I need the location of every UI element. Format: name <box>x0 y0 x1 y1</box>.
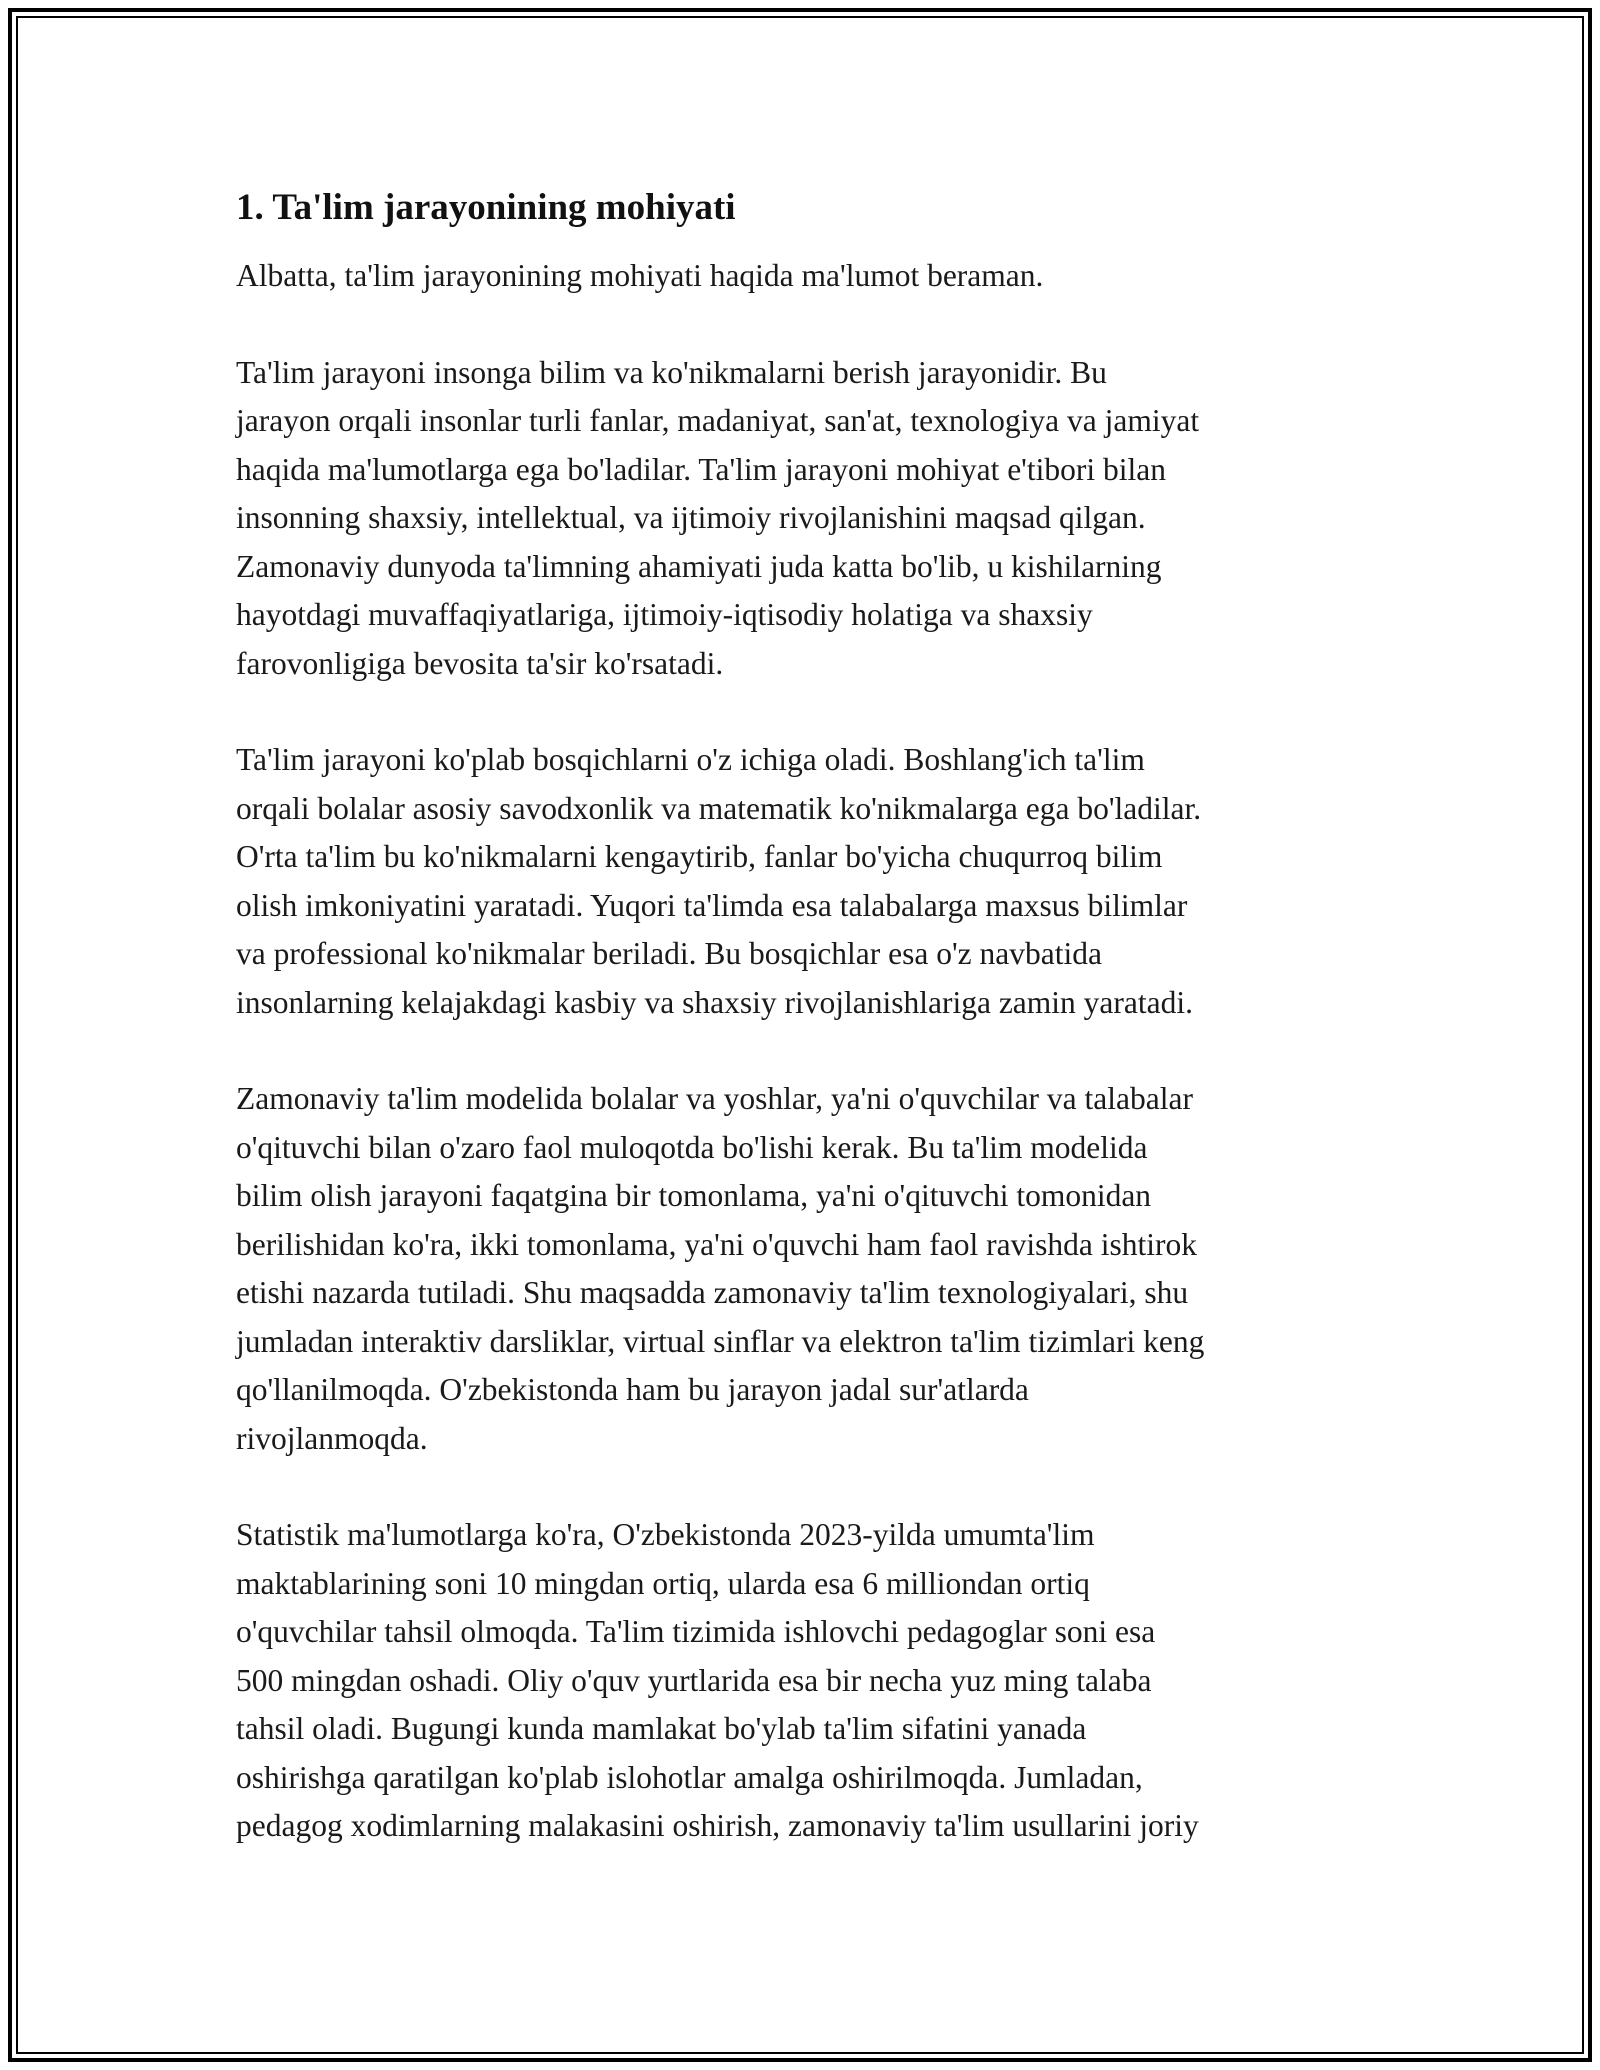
paragraph-line: insonlarning kelajakdagi kasbiy va shaxsiy rivojlanishlariga zamin yaratadi. <box>236 984 1193 1020</box>
paragraph-line: 500 mingdan oshadi. Oliy o'quv yurtlarida esa bir necha yuz ming talaba <box>236 1662 1152 1698</box>
paragraph-line: berilishidan ko'ra, ikki tomonlama, ya'ni o'quvchi ham faol ravishda ishtirok <box>236 1226 1197 1262</box>
paragraph-line: Albatta, ta'lim jarayonining mohiyati haqida ma'lumot beraman. <box>236 258 1044 293</box>
paragraph-list <box>236 252 1386 1851</box>
paragraph-line: hayotdagi muvaffaqiyatlariga, ijtimoiy-iqtisodiy holatiga va shaxsiy <box>236 597 1093 632</box>
paragraph <box>236 349 1386 689</box>
paragraph-line: o'quvchilar tahsil olmoqda. Ta'lim tizimida ishlovchi pedagoglar soni esa <box>236 1614 1156 1649</box>
paragraph-line: bilim olish jarayoni faqatgina bir tomonlama, ya'ni o'qituvchi tomonidan <box>236 1178 1152 1213</box>
paragraph-line: maktablarining soni 10 mingdan ortiq, ularda esa 6 milliondan ortiq <box>236 1565 1090 1601</box>
paragraph <box>236 1511 1386 1851</box>
paragraph-line: o'qituvchi bilan o'zaro faol muloqotda bo'lishi kerak. Bu ta'lim modelida <box>236 1129 1148 1165</box>
paragraph-line: haqida ma'lumotlarga ega bo'ladilar. Ta'lim jarayoni mohiyat e'tibori bilan <box>236 451 1166 487</box>
paragraph-line: jumladan interaktiv darsliklar, virtual sinflar va elektron ta'lim tizimlari keng <box>236 1323 1205 1359</box>
paragraph-line: tahsil oladi. Bugungi kunda mamlakat bo'ylab ta'lim sifatini yanada <box>236 1711 1087 1746</box>
paragraph-line: rivojlanmoqda. <box>236 1420 428 1456</box>
paragraph-line: etishi nazarda tutiladi. Shu maqsadda zamonaviy ta'lim texnologiyalari, shu <box>236 1275 1189 1310</box>
paragraph <box>236 1075 1386 1463</box>
paragraph <box>236 736 1386 1027</box>
paragraph-line: qo'llanilmoqda. O'zbekistonda ham bu jarayon jadal sur'atlarda <box>236 1372 1029 1407</box>
paragraph-line: Statistik ma'lumotlarga ko'ra, O'zbekistonda 2023-yilda umumta'lim <box>236 1517 1095 1552</box>
paragraph-line: insonning shaxsiy, intellektual, va ijtimoiy rivojlanishini maqsad qilgan. <box>236 500 1146 535</box>
paragraph-line: Zamonaviy dunyoda ta'limning ahamiyati juda katta bo'lib, u kishilarning <box>236 548 1162 584</box>
paragraph-line: olish imkoniyatini yaratadi. Yuqori ta'limda esa talabalarga maxsus bilimlar <box>236 887 1188 923</box>
paragraph-line: O'rta ta'lim bu ko'nikmalarni kengaytirib, fanlar bo'yicha chuqurroq bilim <box>236 839 1163 874</box>
document-body <box>236 184 1386 1899</box>
paragraph-line: orqali bolalar asosiy savodxonlik va matematik ko'nikmalarga ega bo'ladilar. <box>236 790 1202 826</box>
paragraph-line: Zamonaviy ta'lim modelida bolalar va yoshlar, ya'ni o'quvchilar va talabalar <box>236 1081 1193 1116</box>
paragraph <box>236 252 1386 301</box>
paragraph-line: jarayon orqali insonlar turli fanlar, madaniyat, san'at, texnologiya va jamiyat <box>236 403 1200 438</box>
paragraph-line: va professional ko'nikmalar beriladi. Bu bosqichlar esa o'z navbatida <box>236 936 1102 971</box>
paragraph-line: farovonligiga bevosita ta'sir ko'rsatadi. <box>236 645 724 681</box>
paragraph-line: Ta'lim jarayoni insonga bilim va ko'nikmalarni berish jarayonidir. Bu <box>236 354 1107 390</box>
paragraph-line: oshirishga qaratilgan ko'plab islohotlar amalga oshirilmoqda. Jumladan, <box>236 1759 1143 1795</box>
paragraph-line: Ta'lim jarayoni ko'plab bosqichlarni o'z ichiga oladi. Boshlang'ich ta'lim <box>236 742 1145 777</box>
paragraph-line: pedagog xodimlarning malakasini oshirish, zamonaviy ta'lim usullarini joriy <box>236 1808 1199 1843</box>
section-heading: 1. Ta'lim jarayonining mohiyati <box>236 187 736 228</box>
